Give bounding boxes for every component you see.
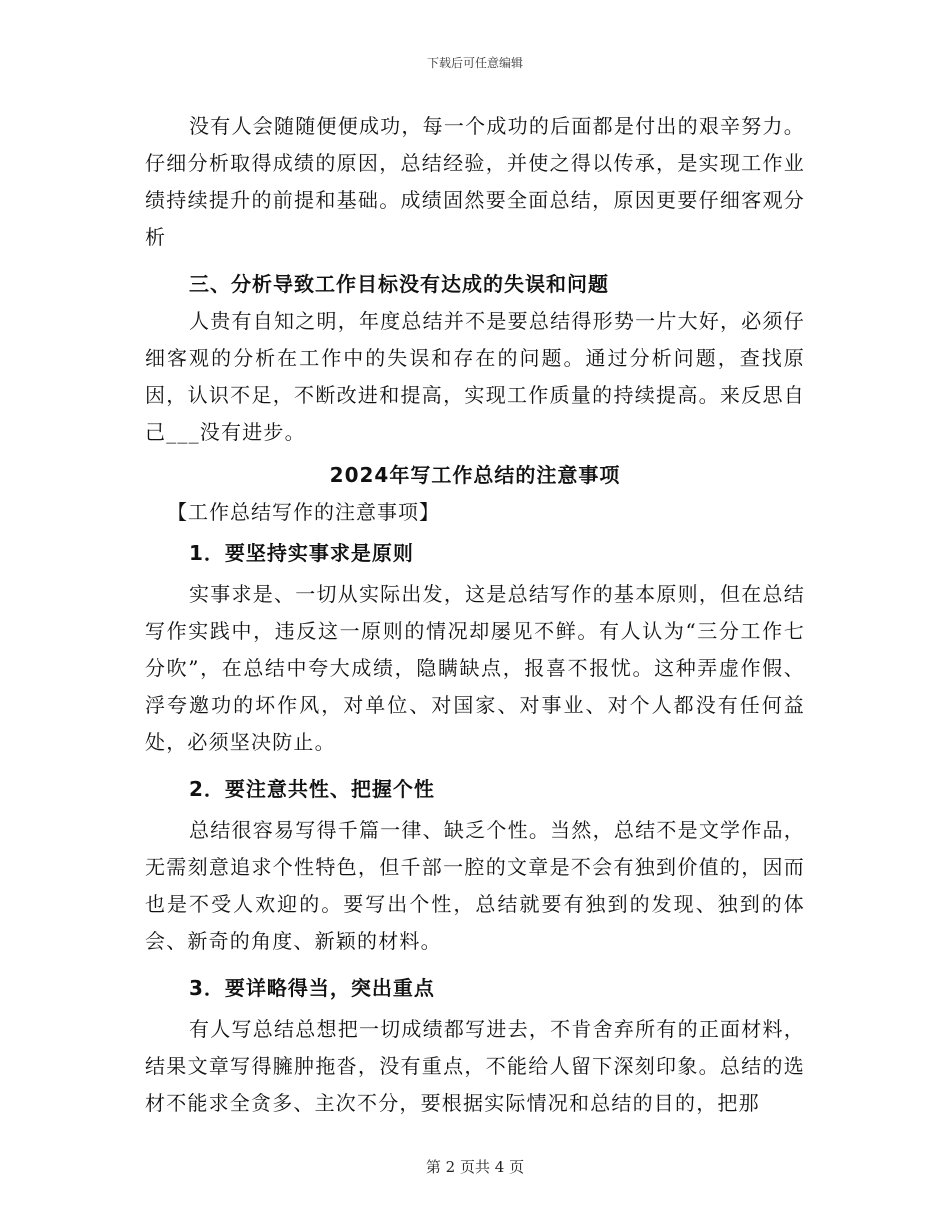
page-header: 下载后可任意编辑: [426, 56, 523, 70]
section-heading-mistakes: 三、分析导致工作目标没有达成的失误和问题: [189, 272, 609, 296]
section-heading-1: 1．要坚持实事求是原则: [189, 541, 414, 565]
paragraph-section-2: 总结很容易写得千篇一律、缺乏个性。当然，总结不是文学作品，无需刻意追求个性特色，但千部一腔的文章是不会有独到价值的，因而也是不受人欢迎的。要写出个性，总结就要有独到的发现、独到的体会、新奇的角度、新颖的材料。: [145, 818, 805, 953]
paragraph-success-analysis: 没有人会随随便便成功，每一个成功的后面都是付出的艰辛努力。仔细分析取得成绩的原因，总结经验，并使之得以传承，是实现工作业绩持续提升的前提和基础。成绩固然要全面总结，原因更要仔细客观分析: [145, 114, 805, 249]
page-footer: 第 2 页共 4 页: [425, 1158, 525, 1176]
paragraph-section-3: 有人写总结总想把一切成绩都写进去，不肯舍弃所有的正面材料，结果文章写得臃肿拖沓，没有重点，不能给人留下深刻印象。总结的选材不能求全贪多、主次不分，要根据实际情况和总结的目的，把那: [145, 1017, 805, 1115]
document-title: 2024年写工作总结的注意事项: [329, 463, 621, 487]
section-heading-2: 2．要注意共性、把握个性: [189, 777, 435, 801]
bracket-subtitle: 【工作总结写作的注意事项】: [167, 500, 440, 524]
paragraph-section-1: 实事求是、一切从实际出发，这是总结写作的基本原则，但在总结写作实践中，违反这一原则的情况却屡见不鲜。有人认为“三分工作七分吹”，在总结中夸大成绩，隐瞒缺点，报喜不报忧。这种弄虚作假、浮夸邀功的坏作风，对单位、对国家、对事业、对个人都没有任何益处，必须坚决防止。: [145, 582, 805, 754]
document-body: [145, 108, 805, 1122]
paragraph-mistakes: 人贵有自知之明，年度总结并不是要总结得形势一片大好，必须仔细客观的分析在工作中的失误和存在的问题。通过分析问题，查找原因，认识不足，不断改进和提高，实现工作质量的持续提高。来反思自己___没有进步。: [145, 309, 805, 444]
section-heading-3: 3．要详略得当，突出重点: [189, 976, 435, 1000]
